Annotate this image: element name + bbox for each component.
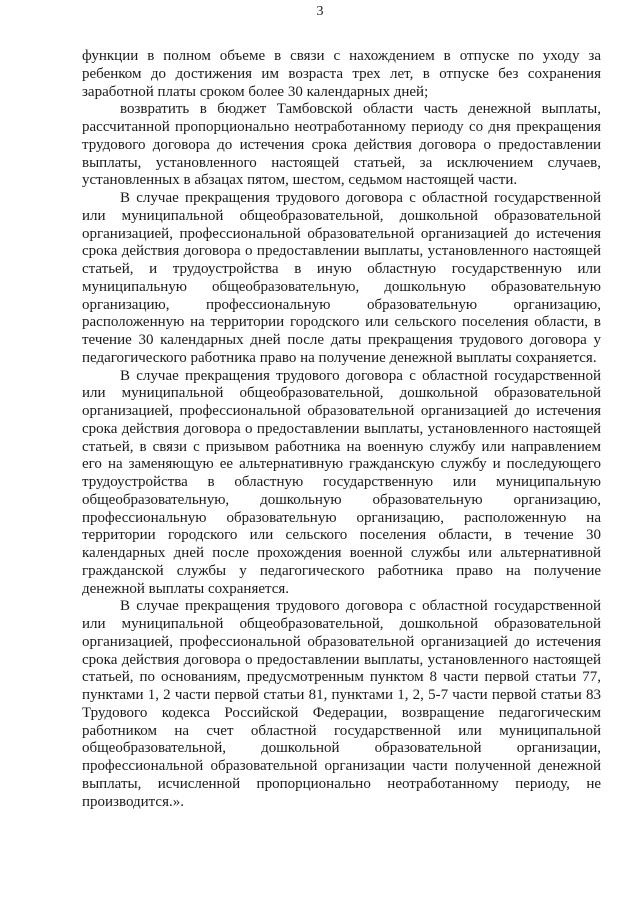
paragraph-2: возвратить в бюджет Тамбовской области часть денежной выплаты, рассчитанной пропорционально неотработанному периоду со дня прекращения трудового договора до истечения срока действия договора о предоставлении выплаты, установленного настоящей статьей, за исключением случаев, установленных в абзацах пятом, шестом, седьмом настоящей части. [82,101,601,189]
page-number: 3 [316,4,324,19]
paragraph-5: В случае прекращения трудового договора с областной государственной или муниципальной общеобразовательной, дошкольной образовательной организацией, профессиональной образовательной организацией до истечения срока действия договора о предоставлении выплаты, установленного настоящей статьей, по основаниям, предусмотренным пунктом 8 части первой статьи 77, пунктами 1, 2 части первой статьи 81, пунктами 1, 2, 5-7 части первой статьи 83 Трудового кодекса Российской Федерации, возвращение педагогическим работником на счет областной государственной или муниципальной общеобразовательной, дошкольной образовательной организации, профессиональной образовательной организации части полученной денежной выплаты, исчисленной пропорционально неотработанному периоду, не производится.». [82,598,601,810]
document-body [82,48,601,811]
paragraph-4: В случае прекращения трудового договора с областной государственной или муниципальной общеобразовательной, дошкольной образовательной организацией, профессиональной образовательной организацией до истечения срока действия договора о предоставлении выплаты, установленного настоящей статьей, в связи с призывом работника на военную службу или направлением его на заменяющую ее альтернативную гражданскую службу и последующего трудоустройства в областную государственную или муниципальную общеобразовательную, дошкольную образовательную организацию, профессиональную образовательную организацию, расположенную на территории городского или сельского поселения области, в течение 30 календарных дней после прохождения военной службы или альтернативной гражданской службы у педагогического работника право на получение денежной выплаты сохраняется. [82,367,601,597]
paragraph-1: функции в полном объеме в связи с нахождением в отпуске по уходу за ребенком до достижения им возраста трех лет, в отпуске без сохранения заработной платы сроком более 30 календарных дней; [82,48,601,100]
paragraph-3: В случае прекращения трудового договора с областной государственной или муниципальной общеобразовательной, дошкольной образовательной организацией, профессиональной образовательной организацией до истечения срока действия договора о предоставлении выплаты, установленного настоящей статьей, и трудоустройства в иную областную государственную или муниципальную общеобразовательную, дошкольную образовательную организацию, профессиональную образовательную организацию, расположенную на территории городского или сельского поселения области, в течение 30 календарных дней после даты прекращения трудового договора у педагогического работника право на получение денежной выплаты сохраняется. [82,190,601,366]
